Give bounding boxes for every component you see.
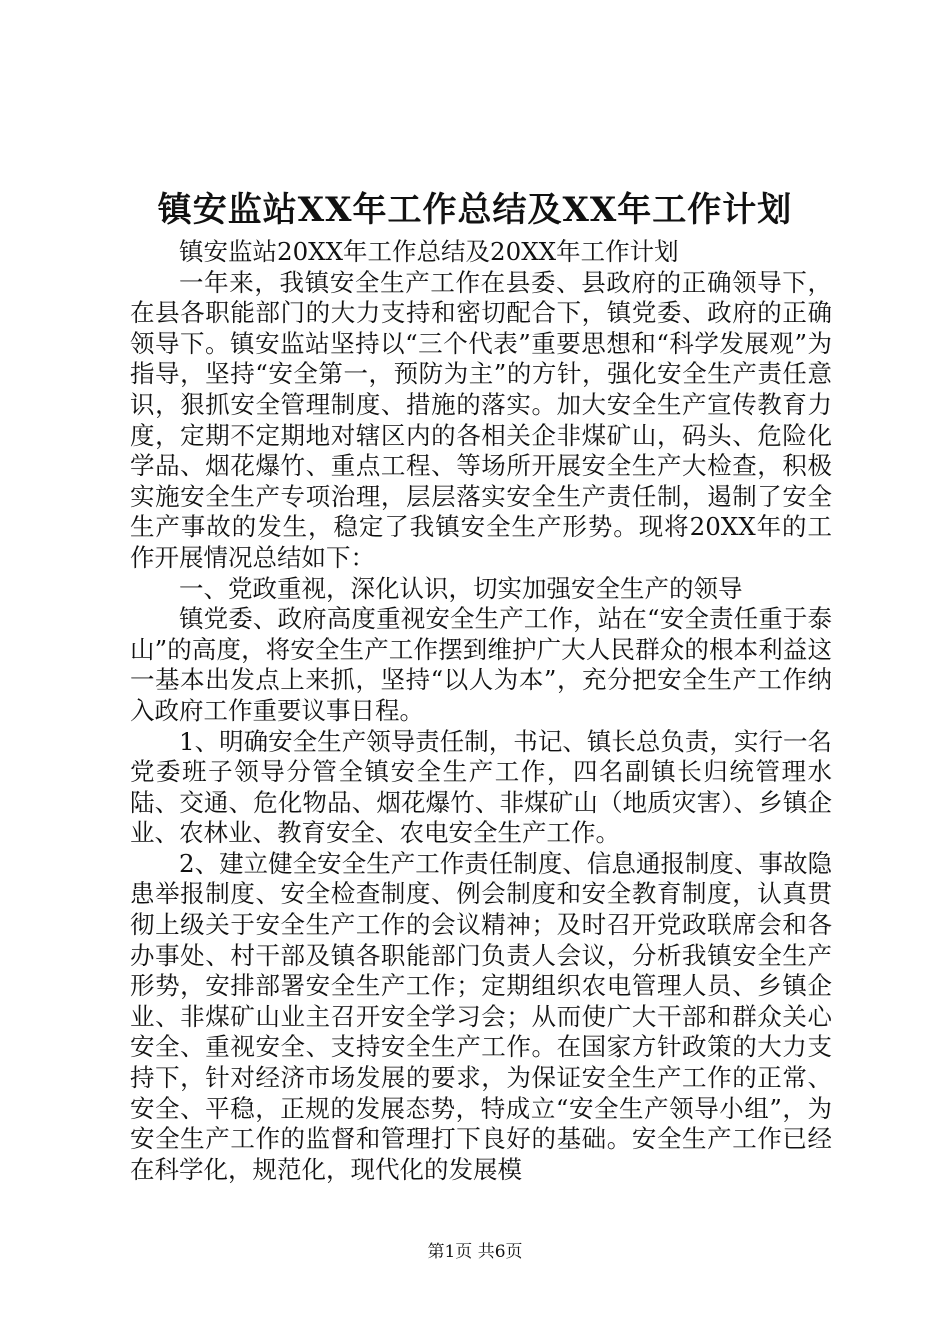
document-title: 镇安监站XX年工作总结及XX年工作计划 — [157, 190, 793, 230]
subtitle-paragraph: 镇安监站20XX年工作总结及20XX年工作计划 — [179, 237, 679, 266]
list-item-2: 2、建立健全安全生产工作责任制度、信息通报制度、事故隐患举报制度、安全检查制度、例会制度和安全教育制度，认真贯彻上级关于安全生产工作的会议精神；及时召开党政联席会和各办事处、村干部及镇各职能部门负责人会议，分析我镇安全生产形势，安排部署安全生产工作；定期组织农电管理人员、乡镇企业、非煤矿山业主召开安全学习会；从而使广大干部和群众关心安全、重视安全、支持安全生产工作。在国家方针政策的大力支持下，针对经济市场发展的要求，为保证安全生产工作的正常、安全、平稳，正规的发展态势，特成立“安全生产领导小组”，为安全生产工作的监督和管理打下良好的基础。安全生产工作已经在科学化，规范化，现代化的发展模 — [130, 848, 832, 1184]
section-heading: 一、党政重视，深化认识，切实加强安全生产的领导 — [179, 573, 743, 603]
page-number-footer: 第1页 共6页 — [427, 1242, 523, 1262]
list-item-1: 1、明确安全生产领导责任制，书记、镇长总负责，实行一名党委班子领导分管全镇安全生产工作，四名副镇长归统管理水陆、交通、危化物品、烟花爆竹、非煤矿山（地质灾害）、乡镇企业、农林业、教育安全、农电安全生产工作。 — [130, 726, 832, 848]
body-paragraph: 镇党委、政府高度重视安全生产工作，站在“安全责任重于泰山”的高度，将安全生产工作摆到维护广大人民群众的根本利益这一基本出发点上来抓，坚持“以人为本”，充分把安全生产工作纳入政府工作重要议事日程。 — [130, 604, 832, 725]
document-body — [130, 237, 832, 1185]
intro-paragraph: 一年来，我镇安全生产工作在县委、县政府的正确领导下，在县各职能部门的大力支持和密切配合下，镇党委、政府的正确领导下。镇安监站坚持以“三个代表”重要思想和“科学发展观”为指导，坚持“安全第一，预防为主”的方针，强化安全生产责任意识，狠抓安全管理制度、措施的落实。加大安全生产宣传教育力度，定期不定期地对辖区内的各相关企非煤矿山，码头、危险化学品、烟花爆竹、重点工程、等场所开展安全生产大检查，积极实施安全生产专项治理，层层落实安全生产责任制，遏制了安全生产事故的发生，稳定了我镇安全生产形势。现将20XX年的工作开展情况总结如下： — [130, 267, 832, 572]
